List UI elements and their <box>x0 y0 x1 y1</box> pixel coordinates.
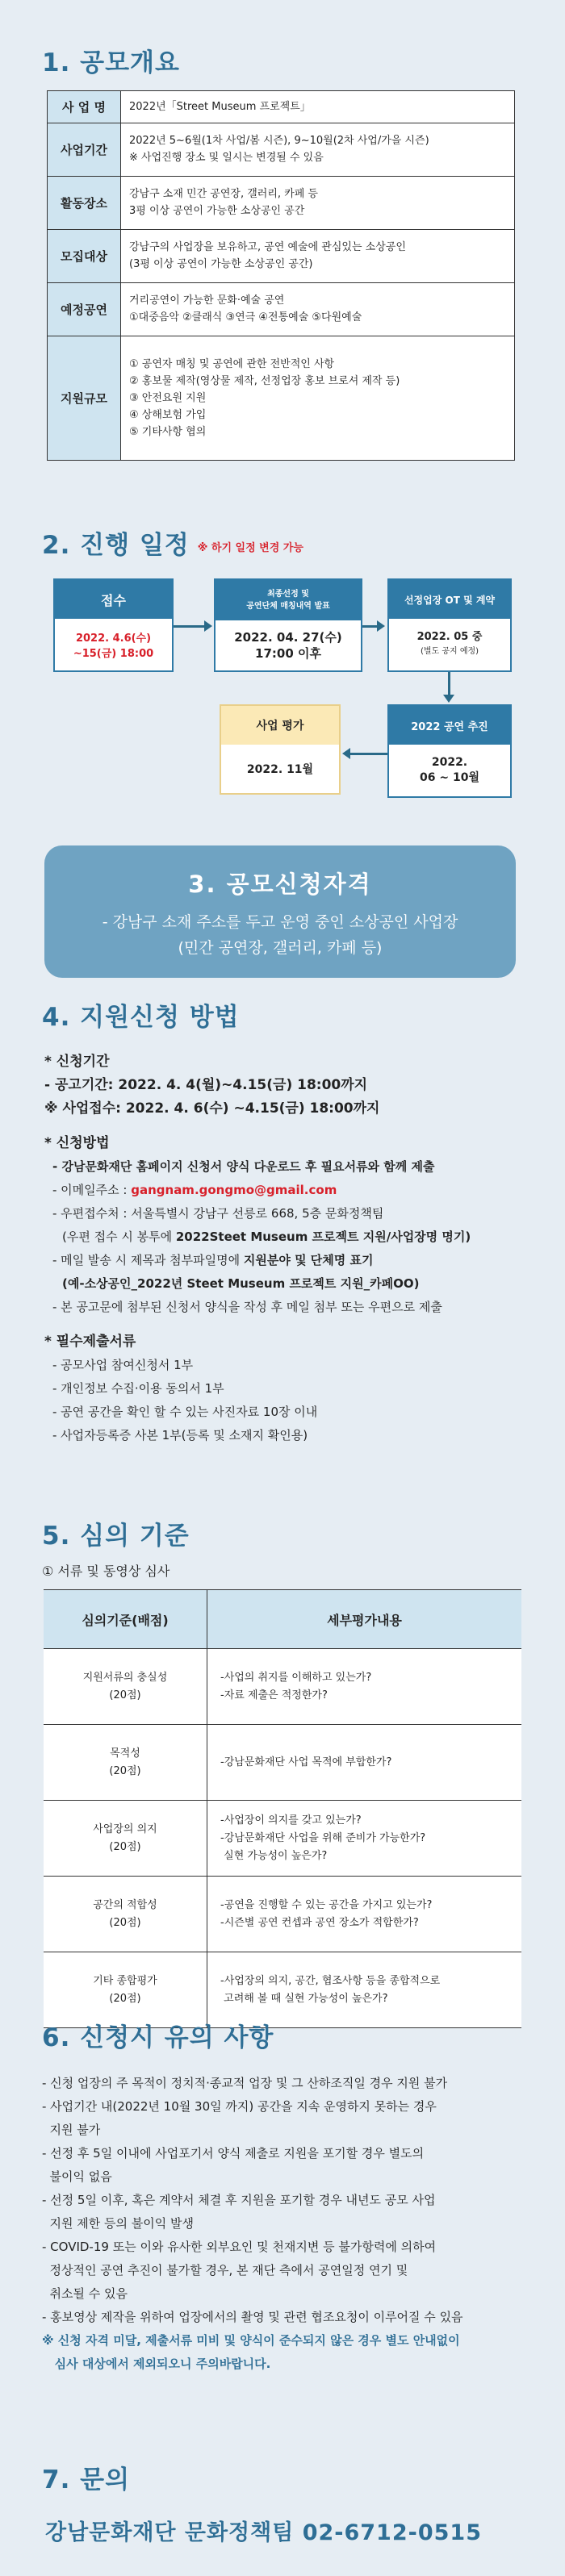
overview-value-line: ⑤ 기타사항 협의 <box>129 425 207 438</box>
criteria-detail-item: 실현 가능성이 높은가? <box>220 1849 328 1862</box>
contact-text: 강남문화재단 문화정책팀 02-6712-0515 <box>45 2520 482 2545</box>
criteria-detail-cell <box>207 1649 522 1725</box>
overview-value <box>121 177 515 230</box>
flow-step-head: 2022 공연 추진 <box>389 706 510 745</box>
flow-step-line: (별도 공지 예정) <box>420 647 479 656</box>
overview-value <box>121 123 515 177</box>
flow-arrow <box>174 625 206 628</box>
criteria-detail-cell <box>207 1801 522 1877</box>
notes-warning-line: ※ 신청 자격 미달, 제출서류 미비 및 양식이 준수되지 않은 경우 별도 안내없이 <box>42 2333 460 2348</box>
section-title-criteria: 5. 심의 기준 <box>42 1522 190 1551</box>
flow-step-head: 선정업장 OT 및 계약 <box>389 580 510 619</box>
overview-label: 지원규모 <box>48 336 121 461</box>
flow-step-line: 17:00 이후 <box>255 646 321 661</box>
flow-step-receipt <box>53 578 174 672</box>
overview-value-line: 3평 이상 공연이 가능한 소상공인 공간 <box>129 205 305 217</box>
notes-line: - 홍보영상 제작을 위하여 업장에서의 촬영 및 관련 협조요청이 이루어질 수 있음 <box>42 2310 463 2324</box>
schedule-title-text: 2. 진행 일정 <box>42 531 190 560</box>
flow-step-body <box>216 620 361 670</box>
criteria-header: 심의기준(배점) <box>44 1590 207 1649</box>
flow-step-line: 2022. 04. 27(수) <box>234 630 342 645</box>
notes-line: 불이익 없음 <box>42 2169 112 2184</box>
apply-mail-line <box>44 1249 529 1272</box>
flow-step-body <box>389 745 510 796</box>
criteria-name: 기타 종합평가 <box>93 1974 157 1987</box>
overview-value-line: ※ 사업진행 장소 및 일시는 변경될 수 있음 <box>129 152 324 164</box>
criteria-row <box>44 1877 521 1952</box>
eligibility-title: 3. 공모신청자격 <box>188 870 372 898</box>
apply-period-line: ※ 사업접수: 2022. 4. 6(수) ~4.15(금) 18:00까지 <box>44 1100 380 1117</box>
criteria-row <box>44 1649 521 1725</box>
apply-doc-item: - 개인정보 수집·이용 동의서 1부 <box>52 1381 224 1396</box>
apply-email-label: - 이메일주소 : <box>52 1183 132 1197</box>
flow-step-line: 06 ~ 10월 <box>420 771 479 784</box>
criteria-detail-item: -시즌별 공연 컨셉과 공연 장소가 적합한가? <box>220 1916 419 1929</box>
flow-step-line: 2022. <box>431 756 468 769</box>
notes-line: 취소될 수 있음 <box>42 2286 128 2301</box>
overview-label: 모집대상 <box>48 230 121 283</box>
apply-doc-item: - 공모사업 참여신청서 1부 <box>52 1358 194 1372</box>
flow-arrowhead <box>377 620 385 632</box>
notes-line: 지원 제한 등의 불이익 발생 <box>42 2216 194 2231</box>
criteria-name: 공간의 적합성 <box>93 1898 157 1911</box>
criteria-name-cell <box>44 1725 207 1801</box>
overview-value-line: 강남구 소재 민간 공연장, 갤러리, 카페 등 <box>129 188 318 200</box>
apply-section <box>44 1050 529 1447</box>
notes-line: - 사업기간 내(2022년 10월 30일 까지) 공간을 지속 운영하지 못하는 경우 <box>42 2099 437 2114</box>
overview-label: 예정공연 <box>48 283 121 336</box>
apply-mail-text: - 메일 발송 시 제목과 첨부파일명에 <box>52 1253 244 1267</box>
criteria-score: (20점) <box>109 1916 141 1929</box>
schedule-change-note: ※ 하기 일정 변경 가능 <box>197 542 303 554</box>
overview-value <box>121 91 515 123</box>
flow-step-body <box>55 619 172 670</box>
flow-step-head: 사업 평가 <box>221 706 339 745</box>
section-title-notes: 6. 신청시 유의 사항 <box>42 2023 274 2052</box>
notes-warning-line: 심사 대상에서 제외되오니 주의바랍니다. <box>42 2357 271 2371</box>
section-title-apply: 4. 지원신청 방법 <box>42 1003 240 1032</box>
overview-row <box>48 230 515 283</box>
apply-post-line: - 우편접수처 : 서울특별시 강남구 선릉로 668, 5층 문화정책팀 <box>52 1206 384 1221</box>
overview-value-line: ③ 안전요원 지원 <box>129 391 207 404</box>
section-title-contact: 7. 문의 <box>42 2465 131 2495</box>
apply-period-line: - 공고기간: 2022. 4. 4(월)~4.15(금) 18:00까지 <box>44 1077 368 1093</box>
criteria-table <box>44 1589 521 2028</box>
overview-row <box>48 91 515 123</box>
eligibility-banner <box>44 845 516 978</box>
notes-line: 정상적인 공연 추진이 불가할 경우, 본 재단 측에서 공연일정 연기 및 <box>42 2263 408 2277</box>
apply-method-line: - 강남문화재단 홈페이지 신청서 양식 다운로드 후 필요서류와 함께 제출 <box>52 1159 435 1174</box>
flow-arrowhead <box>342 748 350 759</box>
eligibility-line: (민간 공연장, 갤러리, 카페 등) <box>178 939 383 957</box>
flow-step-ot-contract <box>387 578 512 672</box>
overview-label: 활동장소 <box>48 177 121 230</box>
apply-docs-head: * 필수제출서류 <box>44 1334 136 1350</box>
section-title-schedule <box>42 524 303 561</box>
flow-arrowhead <box>204 620 212 632</box>
flow-step-line: 2022. 11월 <box>246 763 314 776</box>
apply-doc-item: - 공연 공간을 확인 할 수 있는 사진자료 10장 이내 <box>52 1405 318 1419</box>
criteria-row <box>44 1801 521 1877</box>
criteria-name-cell <box>44 1649 207 1725</box>
criteria-name-cell <box>44 1801 207 1877</box>
flow-step-performance <box>387 704 512 798</box>
notes-line: - 신청 업장의 주 목적이 정치적·종교적 업장 및 그 산하조직일 경우 지원 불가 <box>42 2076 448 2090</box>
criteria-detail-item: -강남문화재단 사업 목적에 부합한가? <box>220 1756 392 1768</box>
flow-step-body <box>389 619 510 670</box>
criteria-row <box>44 1725 521 1801</box>
overview-value-line: 2022년 5~6월(1차 사업/봄 시즌), 9~10월(2차 사업/가을 시즌) <box>129 135 429 147</box>
notes-line: - 선정 후 5일 이내에 사업포기서 양식 제출로 지원을 포기할 경우 별도의 <box>42 2146 425 2161</box>
section-title-overview: 1. 공모개요 <box>42 48 180 77</box>
overview-row <box>48 283 515 336</box>
apply-doc-item: - 사업자등록증 사본 1부(등록 및 소재지 확인용) <box>52 1428 308 1442</box>
criteria-detail-item: -공연을 진행할 수 있는 공간을 가지고 있는가? <box>220 1898 433 1911</box>
criteria-detail-item: -사업장이 의지를 갖고 있는가? <box>220 1814 362 1827</box>
flow-step-evaluation <box>220 704 341 795</box>
criteria-score: (20점) <box>109 1689 141 1701</box>
overview-row <box>48 177 515 230</box>
apply-period-head: * 신청기간 <box>44 1054 110 1070</box>
overview-value-line: ② 홍보물 제작(영상물 제작, 선정업장 홍보 브로셔 제작 등) <box>129 374 400 387</box>
apply-email-link[interactable]: gangnam.gongmo@gmail.com <box>131 1183 337 1197</box>
criteria-detail-item: -강남문화재단 사업을 위해 준비가 가능한가? <box>220 1831 426 1844</box>
overview-value-line: 2022년「Street Museum 프로젝트」 <box>129 100 311 113</box>
criteria-note: ① 서류 및 동영상 심사 <box>42 1564 170 1579</box>
criteria-name: 사업장의 의지 <box>93 1822 157 1835</box>
apply-post-bold: 2022Steet Museum 프로젝트 지원/사업장명 명기) <box>175 1230 471 1244</box>
flow-step-line: 2022. 4.6(수) <box>75 633 152 645</box>
notes-line: 지원 불가 <box>42 2123 101 2137</box>
overview-row <box>48 123 515 177</box>
criteria-name-cell <box>44 1877 207 1952</box>
criteria-detail-cell <box>207 1725 522 1801</box>
apply-post-text: (우편 접수 시 봉투에 <box>62 1230 176 1244</box>
criteria-detail-item: 고려해 볼 때 실현 가능성이 높은가? <box>220 1992 388 2005</box>
flow-arrowhead <box>443 695 454 703</box>
flow-arrow <box>448 672 450 696</box>
criteria-detail-item: -사업의 취지를 이해하고 있는가? <box>220 1671 372 1684</box>
apply-method-line: - 본 공고문에 첨부된 신청서 양식을 작성 후 메일 첨부 또는 우편으로 제출 <box>52 1300 442 1314</box>
flow-step-head-line: 최종선정 및 <box>267 590 309 599</box>
flow-step-head <box>216 580 361 620</box>
overview-value-line: ④ 상해보험 가입 <box>129 408 207 421</box>
overview-value <box>121 230 515 283</box>
apply-mail-line: (예-소상공인_2022년 Steet Museum 프로젝트 지원_카페OO) <box>62 1276 420 1291</box>
flow-step-body <box>221 745 339 793</box>
criteria-name: 지원서류의 충실성 <box>82 1671 168 1684</box>
criteria-detail-item: -자료 제출은 적정한가? <box>220 1689 328 1701</box>
notes-line: - 선정 5일 이후, 혹은 계약서 체결 후 지원을 포기할 경우 내년도 공모 사업 <box>42 2193 436 2207</box>
overview-value-line: ① 공연자 매칭 및 공연에 관한 전반적인 사항 <box>129 357 335 370</box>
overview-value <box>121 283 515 336</box>
criteria-score: (20점) <box>109 1840 141 1853</box>
overview-label: 사업기간 <box>48 123 121 177</box>
apply-post-line <box>44 1225 529 1249</box>
flow-step-head-line: 공연단체 매칭내역 발표 <box>246 602 330 611</box>
eligibility-line: - 강남구 소재 주소를 두고 운영 중인 소상공인 사업장 <box>102 913 458 931</box>
flow-arrow <box>350 753 387 755</box>
flow-step-line: 2022. 05 중 <box>416 631 483 643</box>
criteria-header: 세부평가내용 <box>207 1590 522 1649</box>
overview-table <box>47 90 515 461</box>
apply-email-line <box>44 1179 529 1202</box>
overview-value-line: ①대중음악 ②클래식 ③연극 ④전통예술 ⑤다원예술 <box>129 311 362 324</box>
criteria-name: 목적성 <box>110 1747 140 1760</box>
criteria-score: (20점) <box>109 1992 141 2005</box>
overview-value-line: 강남구의 사업장을 보유하고, 공연 예술에 관심있는 소상공인 <box>129 241 406 253</box>
overview-label: 사 업 명 <box>48 91 121 123</box>
apply-method-head: * 신청방법 <box>44 1135 110 1151</box>
flow-step-head: 접수 <box>55 580 172 619</box>
eligibility-desc <box>44 909 516 961</box>
notes-line: - COVID-19 또는 이와 유사한 외부요인 및 천재지변 등 불가항력에 의하여 <box>42 2240 437 2254</box>
overview-row <box>48 336 515 461</box>
criteria-score: (20점) <box>109 1764 141 1777</box>
criteria-detail-cell <box>207 1877 522 1952</box>
overview-value <box>121 336 515 461</box>
flow-step-selection <box>214 578 362 672</box>
apply-mail-bold: 지원분야 및 단체명 표기 <box>243 1253 374 1267</box>
notes-section <box>42 2072 526 2376</box>
overview-value-line: (3평 이상 공연이 가능한 소상공인 공간) <box>129 258 313 270</box>
criteria-detail-item: -사업장의 의지, 공간, 협조사항 등을 종합적으로 <box>220 1974 441 1987</box>
flow-step-line: ~15(금) 18:00 <box>73 648 154 660</box>
overview-value-line: 거리공연이 가능한 문화·예술 공연 <box>129 294 285 307</box>
flow-arrow <box>362 625 379 628</box>
